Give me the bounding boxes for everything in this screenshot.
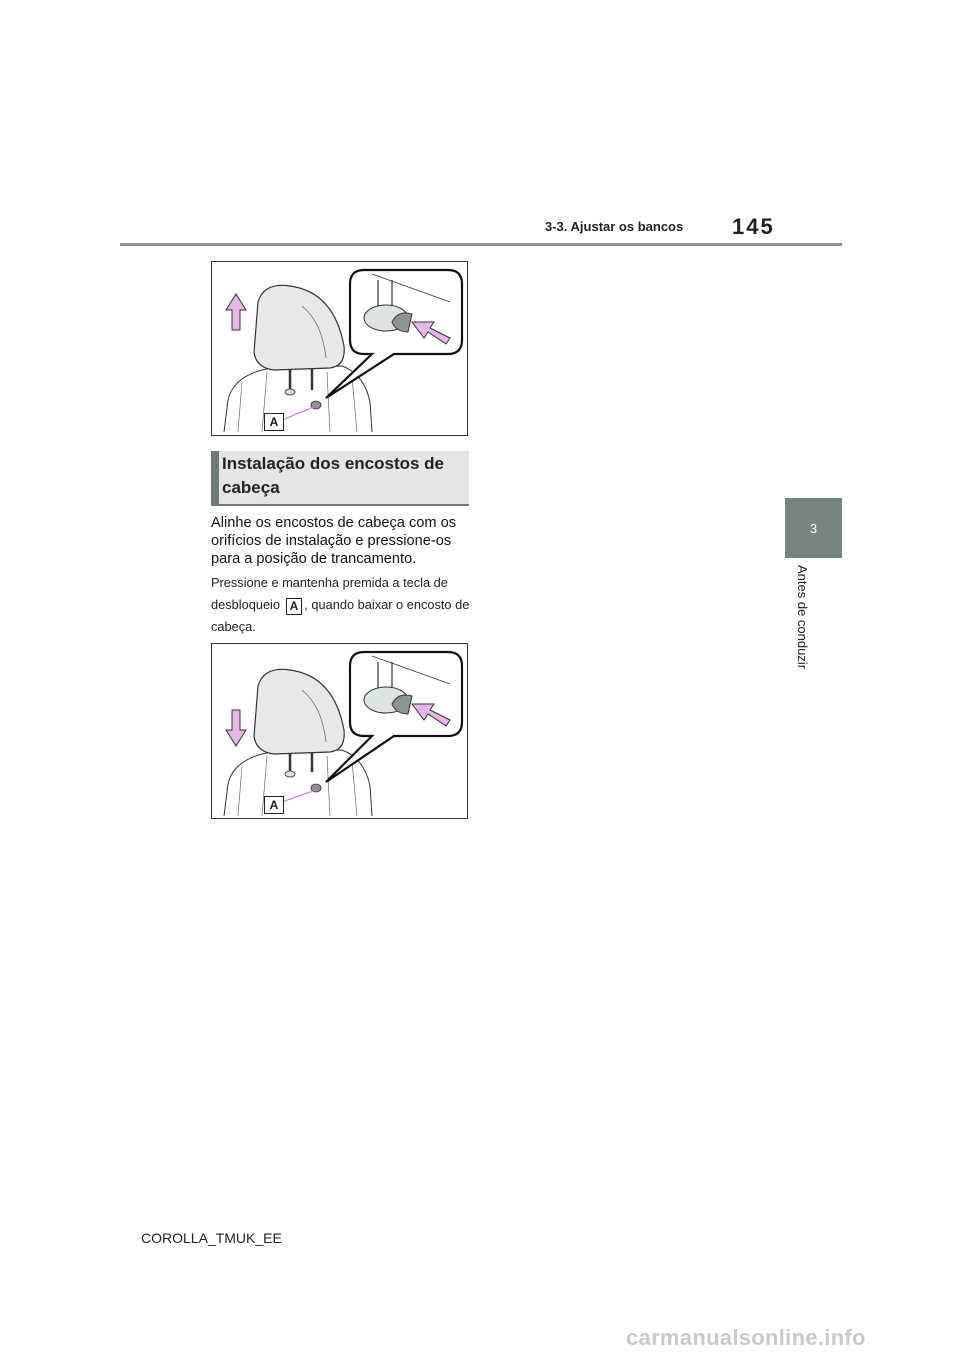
note-text-before: Pressione e mantenha premida a tecla de desbloqueio xyxy=(211,575,448,612)
release-key-label: A xyxy=(286,598,303,615)
chapter-number: 3 xyxy=(809,520,818,536)
note-text-after: , quando baixar o encosto de cabeça. xyxy=(211,597,470,634)
chapter-label: Antes de conduzir xyxy=(795,565,810,670)
heading-accent-bar xyxy=(211,451,219,504)
callout-label-a: A xyxy=(264,413,284,431)
headrest-lower-illustration xyxy=(212,644,467,818)
headrest-lower-figure xyxy=(211,643,468,819)
headrest-raise-illustration xyxy=(212,262,467,435)
chapter-tab xyxy=(785,498,842,558)
body-text: Alinhe os encostos de cabeça com os orifícios de instalação e pressione-os para a posição de trancamento. xyxy=(211,515,456,567)
note-text xyxy=(211,572,473,638)
section-title: 3-3. Ajustar os bancos xyxy=(545,219,684,234)
document-code: COROLLA_TMUK_EE xyxy=(141,1230,282,1246)
callout-label-a: A xyxy=(264,796,284,814)
watermark: carmanualsonline.info xyxy=(626,1325,866,1350)
page-number: 145 xyxy=(732,214,775,239)
section-heading-box xyxy=(211,451,469,506)
headrest-raise-figure xyxy=(211,261,468,436)
header-rule xyxy=(120,243,842,246)
section-heading: Instalação dos encostos de cabeça xyxy=(222,454,445,497)
